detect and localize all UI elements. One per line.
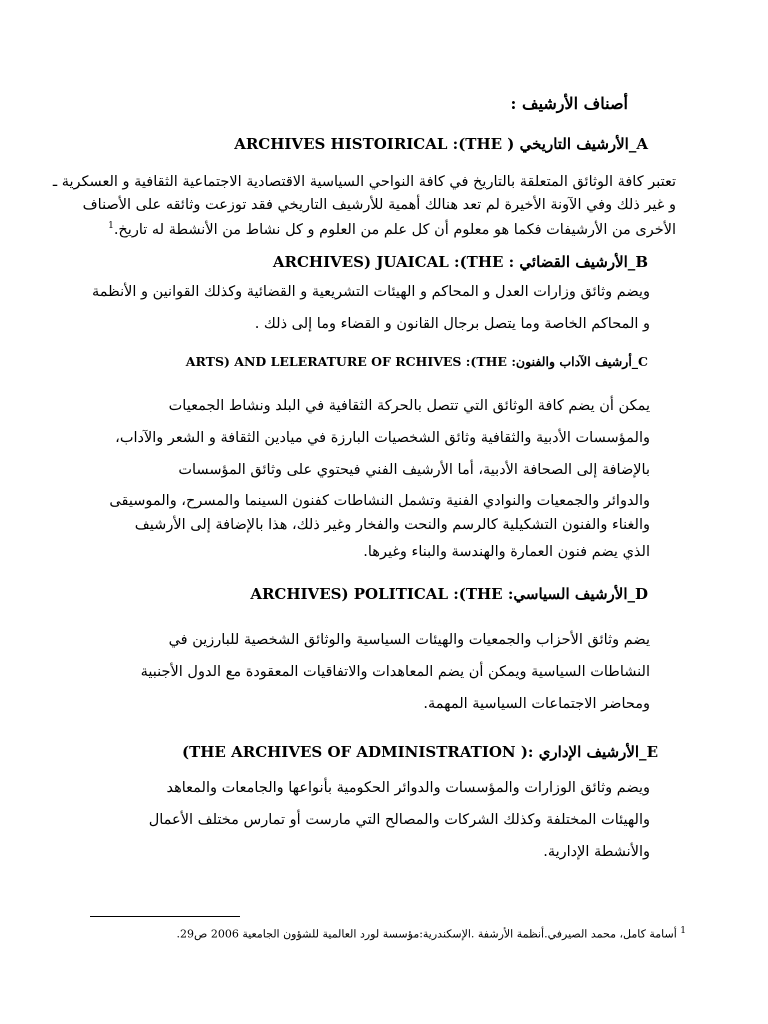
section-c-heading: C_أرشيف الآداب والفنون: ARTS) AND LELERATURE OF RCHIVES :(THE bbox=[185, 354, 648, 369]
footnote-separator bbox=[90, 916, 240, 917]
section-c-line-5: والغناء والفنون التشكيلية كالرسم والنحت والفخار وغير ذلك، هذا بالإضافة إلى الأرشيف bbox=[134, 517, 650, 533]
section-b-line-2: و المحاكم الخاصة وما يتصل برجال القانون و القضاء وما إلى ذلك . bbox=[254, 316, 650, 332]
footnote-text: أسامة كامل، محمد الصيرفي.أنظمة الأرشفة .الإسكندرية:مؤسسة لورد العالمية للشؤون الجامعية 2006 ص29. bbox=[176, 927, 677, 941]
section-a-line-3 bbox=[108, 216, 676, 240]
section-a-line-3-text: الأخرى من الأرشيفات فكما هو معلوم أن كل علم من العلوم و كل نشاط من الأنشطة له تاريخ. bbox=[113, 221, 676, 238]
section-a-line-2: و غير ذلك وفي الآونة الأخيرة لم تعد هنالك أهمية للأرشيف التاريخي فقد توزعت وثائقه على الأصناف bbox=[82, 197, 676, 213]
section-e-line-1: ويضم وثائق الوزارات والمؤسسات والدوائر الحكومية بأنواعها والجامعات والمعاهد bbox=[166, 780, 650, 796]
footnote bbox=[177, 924, 686, 942]
section-c-line-3: بالإضافة إلى الصحافة الأدبية، أما الأرشيف الفني فيحتوي على وثائق المؤسسات bbox=[178, 462, 650, 478]
section-c-line-4: والدوائر والجمعيات والنوادي الفنية وتشمل النشاطات كفنون السينما والمسرح، والموسيقى bbox=[109, 493, 650, 509]
footnote-mark: 1 bbox=[680, 926, 686, 936]
section-d-line-3: ومحاضر الاجتماعات السياسية المهمة. bbox=[423, 696, 650, 712]
section-d-heading: D_الأرشيف السياسي: ARCHIVES) POLITICAL :(THE bbox=[250, 585, 648, 603]
section-e-heading: E_الأرشيف الإداري :( THE ARCHIVES OF ADMINISTRATION) bbox=[181, 743, 658, 761]
section-d-line-1: يضم وثائق الأحزاب والجمعيات والهيئات السياسية والوثائق الشخصية للبارزين في bbox=[168, 632, 650, 648]
page-title: أصناف الأرشيف : bbox=[510, 94, 628, 113]
section-b-heading: B_الأرشيف القضائي : ARCHIVES) JUAICAL :(THE bbox=[272, 253, 648, 271]
section-c-line-6: الذي يضم فنون العمارة والهندسة والبناء وغيرها. bbox=[363, 544, 650, 560]
section-d-line-2: النشاطات السياسية ويمكن أن يضم المعاهدات والاتفاقيات المعقودة مع الدول الأجنبية bbox=[140, 664, 650, 680]
section-a-heading: A_الأرشيف التاريخي ( ARCHIVES HISTOIRICAL :(THE bbox=[234, 135, 648, 153]
section-b-line-1: ويضم وثائق وزارات العدل و المحاكم و الهيئات التشريعية و القضائية وكذلك القوانين و الأنظمة bbox=[92, 284, 650, 300]
footnote-reference-mark: 1 bbox=[108, 221, 114, 231]
section-e-line-3: والأنشطة الإدارية. bbox=[543, 844, 650, 860]
section-c-line-2: والمؤسسات الأدبية والثقافية وثائق الشخصيات البارزة في ميادين الثقافة و الشعر والآداب، bbox=[115, 430, 650, 446]
section-c-line-1: يمكن أن يضم كافة الوثائق التي تتصل بالحركة الثقافية في البلد ونشاط الجمعيات bbox=[168, 398, 650, 414]
section-e-line-2: والهيئات المختلفة وكذلك الشركات والمصالح التي مارست أو تمارس مختلف الأعمال bbox=[148, 812, 650, 828]
section-a-line-1: تعتبر كافة الوثائق المتعلقة بالتاريخ في كافة النواحي السياسية الاقتصادية الاجتماعية الثقافية و العسكرية ـ bbox=[52, 174, 676, 190]
